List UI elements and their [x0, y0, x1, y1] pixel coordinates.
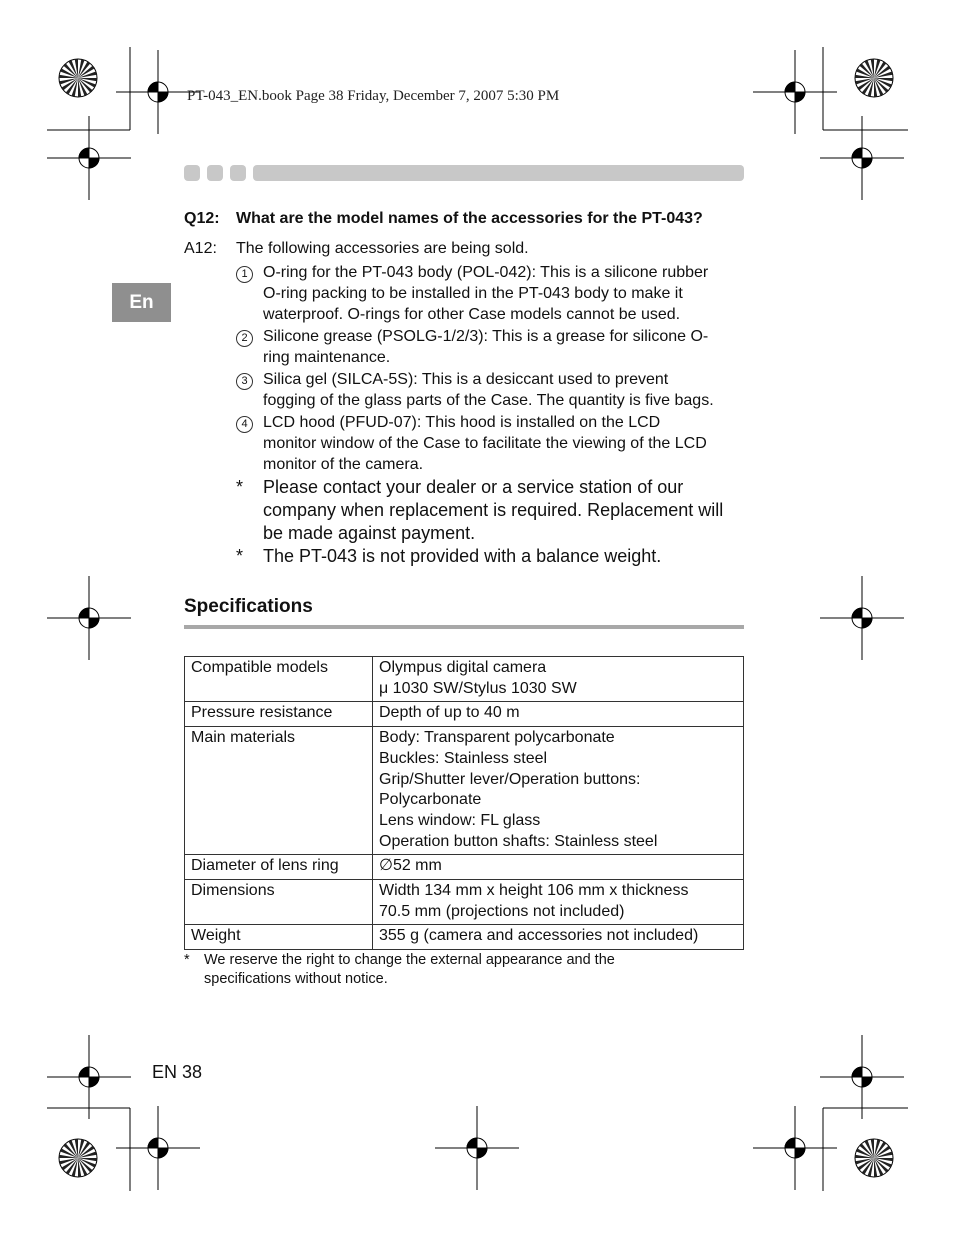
question-text: What are the model names of the accessories for the PT-043?: [236, 210, 703, 227]
spec-value: [373, 925, 744, 950]
accessory-item-3: [236, 369, 751, 411]
asterisk: *: [236, 477, 244, 497]
registration-mark-icon: [753, 1106, 837, 1190]
footnote-line: We reserve the right to change the external appearance and the: [204, 952, 615, 968]
replacement-note: [236, 476, 751, 545]
spec-value-line: Depth of up to 40 m: [379, 704, 520, 722]
spec-key: Dimensions: [185, 880, 373, 925]
table-row: [185, 880, 744, 925]
circled-number: 2: [236, 330, 253, 347]
accessory-item-4: [236, 412, 751, 475]
spec-key: Compatible models: [185, 657, 373, 702]
item-line: O-ring for the PT-043 body (POL-042): This is a silicone rubber: [263, 264, 709, 281]
spec-value: [373, 855, 744, 880]
note-line: The PT-043 is not provided with a balance weight.: [263, 546, 662, 566]
header-bar: [253, 165, 744, 181]
print-header: PT-043_EN.book Page 38 Friday, December 7, 2007 5:30 PM: [187, 88, 560, 104]
note-line: be made against payment.: [263, 523, 476, 543]
registration-mark-icon: [116, 1106, 200, 1190]
note-line: company when replacement is required. Replacement will: [263, 500, 724, 520]
question: [184, 210, 754, 228]
spec-key: Weight: [185, 925, 373, 950]
spec-value-line: Polycarbonate: [379, 791, 482, 809]
spec-value-line: Lens window: FL glass: [379, 811, 541, 829]
spec-key: Pressure resistance: [185, 702, 373, 727]
table-row: [185, 925, 744, 950]
spec-value-line: 70.5 mm (projections not included): [379, 902, 625, 920]
circled-number: 1: [236, 266, 253, 283]
accessory-item-2: [236, 326, 751, 368]
spec-value-line: ∅52 mm: [379, 857, 442, 875]
spec-value: [373, 702, 744, 727]
registration-mark-icon: [753, 50, 837, 134]
item-line: LCD hood (PFUD-07): This hood is installed on the LCD: [263, 414, 661, 431]
header-square-1: [184, 165, 200, 181]
registration-mark-icon: [820, 116, 904, 200]
note-line: Please contact your dealer or a service station of our: [263, 477, 684, 497]
starburst-target-icon: [855, 59, 893, 97]
specifications-heading: Specifications: [184, 596, 313, 617]
language-tab: En: [112, 283, 171, 322]
item-line: Silicone grease (PSOLG-1/2/3): This is a grease for silicone O-: [263, 328, 709, 345]
asterisk: *: [184, 952, 190, 968]
spec-value-line: Width 134 mm x height 106 mm x thickness: [379, 882, 689, 900]
header-square-2: [207, 165, 223, 181]
answer-number: A12:: [184, 240, 217, 257]
item-line: monitor window of the Case to facilitate the viewing of the LCD: [263, 435, 707, 452]
item-line: monitor of the camera.: [263, 456, 424, 473]
asterisk: *: [236, 546, 244, 566]
starburst-target-icon: [855, 1139, 893, 1177]
starburst-target-icon: [59, 1139, 97, 1177]
accessory-item-1: [236, 262, 751, 325]
specifications-table: [184, 656, 744, 950]
spec-value: [373, 880, 744, 925]
table-row: [185, 727, 744, 855]
balance-weight-note: [236, 545, 751, 568]
registration-mark-icon: [820, 1035, 904, 1119]
spec-key: Main materials: [185, 727, 373, 855]
spec-key: Diameter of lens ring: [185, 855, 373, 880]
starburst-target-icon: [59, 59, 97, 97]
spec-value-line: Buckles: Stainless steel: [379, 749, 548, 767]
spec-value-line: Olympus digital camera: [379, 659, 547, 676]
heading-rule: [184, 625, 744, 629]
item-line: Silica gel (SILCA-5S): This is a desiccant used to prevent: [263, 371, 669, 388]
item-line: O-ring packing to be installed in the PT-043 body to make it: [263, 285, 683, 302]
question-number: Q12:: [184, 210, 220, 227]
table-row: [185, 657, 744, 702]
table-row: [185, 855, 744, 880]
table-row: [185, 702, 744, 727]
registration-mark-icon: [435, 1106, 519, 1190]
spec-value-line: Body: Transparent polycarbonate: [379, 729, 615, 747]
registration-mark-icon: [47, 576, 131, 660]
spec-value-line: Grip/Shutter lever/Operation buttons:: [379, 770, 641, 788]
registration-mark-icon: [820, 576, 904, 660]
circled-number: 4: [236, 416, 253, 433]
answer-intro: [184, 240, 529, 258]
spec-value-line: Operation button shafts: Stainless steel: [379, 832, 658, 850]
page-number: EN 38: [152, 1062, 203, 1082]
item-line: waterproof. O-rings for other Case models cannot be used.: [263, 306, 681, 323]
header-square-3: [230, 165, 246, 181]
spec-value: [373, 657, 744, 702]
item-line: fogging of the glass parts of the Case. The quantity is five bags.: [263, 392, 714, 409]
spec-value-line: μ 1030 SW/Stylus 1030 SW: [379, 679, 577, 697]
answer-intro-text: The following accessories are being sold.: [236, 240, 529, 257]
spec-value: [373, 727, 744, 855]
circled-number: 3: [236, 373, 253, 390]
footnote-line: specifications without notice.: [204, 971, 388, 987]
item-line: ring maintenance.: [263, 349, 391, 366]
specifications-footnote: [184, 951, 744, 989]
registration-mark-icon: [47, 1035, 131, 1119]
spec-value-line: 355 g (camera and accessories not included): [379, 927, 699, 945]
registration-mark-icon: [47, 116, 131, 200]
